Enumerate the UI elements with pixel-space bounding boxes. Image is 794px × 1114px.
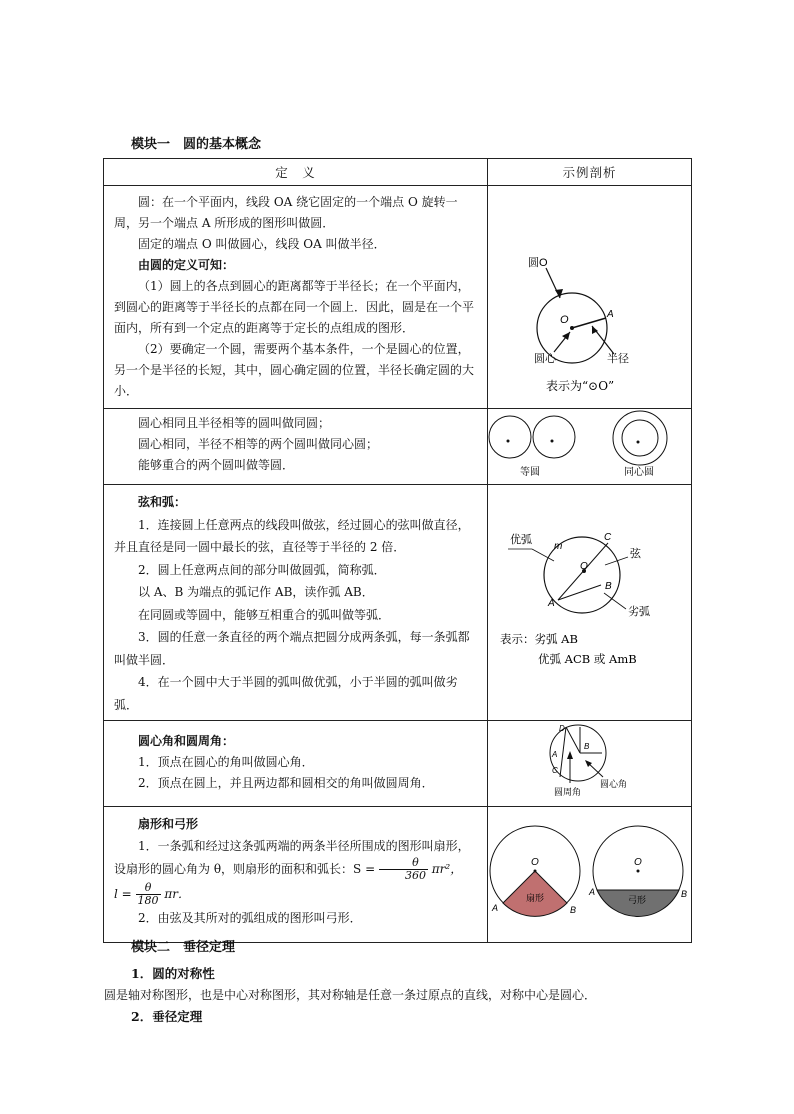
table-row bbox=[104, 186, 692, 409]
inscribed-angle-def: 2．顶点在圆上，并且两边都和圆相交的角叫做圆周角． bbox=[138, 776, 434, 790]
fraction-numerator: θ bbox=[136, 882, 161, 895]
fraction-denominator: 360 bbox=[404, 869, 426, 882]
circle-definition: 圆：在一个平面内，线段 OA 绕它固定的一个端点 O 旋转一周，另一个端点 A 所形成的图形叫做圆． bbox=[114, 195, 458, 230]
label-central-angle: 圆心角 bbox=[600, 779, 628, 789]
sector-segment-diagram bbox=[488, 807, 692, 939]
concept-table bbox=[103, 158, 692, 943]
definition-cell bbox=[104, 409, 488, 485]
label-o-sector: O bbox=[531, 857, 539, 868]
label-major-arc: 优弧 bbox=[510, 534, 532, 546]
label-circle-o: 圆O bbox=[528, 257, 548, 269]
example-cell bbox=[488, 186, 692, 409]
segment-def: 2．由弦及其所对的弧组成的图形叫弓形． bbox=[138, 911, 362, 925]
definition-cell bbox=[104, 807, 488, 943]
arc-length-tail: πr． bbox=[164, 887, 190, 901]
label-a-segment: A bbox=[589, 887, 596, 897]
module1-title: 模块一 圆的基本概念 bbox=[131, 137, 262, 152]
same-circle-def: 圆心相同且半径相等的圆叫做同圆； bbox=[138, 416, 331, 430]
corollary-2: （2）要确定一个圆，需要两个基本条件，一个是圆心的位置，另一个是半径的长短，其中，圆心确定圆的位置，半径长确定圆的大小． bbox=[114, 342, 475, 398]
equal-concentric-diagram bbox=[488, 409, 692, 481]
label-minor-arc: 劣弧 bbox=[628, 606, 650, 618]
angle-heading: 圆心角和圆周角： bbox=[138, 734, 235, 748]
header-example: 示例剖析 bbox=[488, 159, 692, 186]
label-c: C bbox=[552, 766, 558, 775]
sector-def-text: 1．一条弧和经过这条弧两端的两条半径所围成的图形叫扇形，设扇形的圆心角为 θ，则扇形的面积和弧长：S = bbox=[114, 839, 470, 876]
label-a: A bbox=[548, 598, 555, 609]
major-minor-arc-def: 4．在一个圆中大于半圆的弧叫做优弧，小于半圆的弧叫做劣弧． bbox=[114, 675, 458, 712]
perpendicular-diameter-heading: 2．垂径定理 bbox=[131, 1009, 203, 1024]
header-definition: 定 义 bbox=[104, 159, 488, 186]
label-radius: 半径 bbox=[607, 353, 629, 365]
sector-area-fraction bbox=[379, 857, 428, 882]
table-header-row bbox=[104, 159, 692, 186]
arc-length-fraction bbox=[136, 882, 161, 907]
definition-cell bbox=[104, 485, 488, 721]
label-center: 圆心 bbox=[534, 353, 556, 365]
arc-notation: 以 A、B 为端点的弧记作 AB，读作弧 AB． bbox=[138, 585, 374, 599]
central-angle-def: 1．顶点在圆心的角叫做圆心角． bbox=[138, 755, 314, 769]
angle-diagram bbox=[488, 721, 692, 803]
label-a-sector: A bbox=[492, 903, 499, 913]
chord-arc-heading: 弦和弧： bbox=[138, 495, 187, 509]
concentric-def: 圆心相同，半径不相等的两个圆叫做同心圆； bbox=[138, 437, 379, 451]
symmetry-heading: 1．圆的对称性 bbox=[131, 966, 215, 981]
label-b: B bbox=[584, 742, 590, 751]
example-cell bbox=[488, 409, 692, 485]
corollary-heading: 由圆的定义可知： bbox=[138, 258, 235, 272]
label-a: A bbox=[552, 750, 558, 759]
chord-def: 1．连接圆上任意两点的线段叫做弦，经过圆心的弦叫做直径，并且直径是同一圆中最长的弦，直径等于半径的 2 倍． bbox=[114, 517, 470, 554]
circle-diagram bbox=[488, 186, 692, 408]
table-row bbox=[104, 409, 692, 485]
label-c: C bbox=[604, 532, 612, 543]
equal-circle-def: 能够重合的两个圆叫做等圆． bbox=[138, 458, 295, 472]
semicircle-def: 3．圆的任意一条直径的两个端点把圆分成两条弧，每一条弧都叫做半圆． bbox=[114, 630, 470, 667]
notation-caption: 表示为“⊙O” bbox=[546, 379, 615, 393]
center-radius-definition: 固定的端点 O 叫做圆心，线段 OA 叫做半径． bbox=[138, 237, 386, 251]
label-b: B bbox=[605, 581, 612, 592]
label-equal-circles: 等圆 bbox=[520, 467, 540, 478]
table-row bbox=[104, 485, 692, 721]
label-d: D bbox=[559, 724, 565, 733]
label-a: A bbox=[607, 309, 614, 320]
symmetry-text: 圆是轴对称图形，也是中心对称图形，其对称轴是任意一条过原点的直线，对称中心是圆心． bbox=[104, 988, 597, 1002]
arc-def: 2．圆上任意两点间的部分叫做圆弧，简称弧． bbox=[138, 562, 386, 577]
label-sector: 扇形 bbox=[526, 893, 545, 903]
label-b-sector: B bbox=[570, 905, 577, 915]
definition-cell bbox=[104, 186, 488, 409]
label-m: m bbox=[554, 541, 563, 552]
table-row bbox=[104, 807, 692, 943]
example-cell bbox=[488, 807, 692, 943]
label-inscribed-angle: 圆周角 bbox=[554, 787, 582, 797]
module2-title: 模块二 垂径定理 bbox=[131, 940, 236, 955]
sector-def bbox=[114, 835, 479, 882]
chord-arc-diagram bbox=[488, 485, 692, 709]
label-o: O bbox=[580, 561, 588, 572]
arc-length-lhs: l = bbox=[114, 887, 132, 901]
label-concentric-circles: 同心圆 bbox=[624, 467, 654, 478]
example-cell bbox=[488, 721, 692, 807]
fraction-denominator: 180 bbox=[137, 894, 159, 907]
table-row bbox=[104, 721, 692, 807]
sector-area-tail: πr²， bbox=[431, 862, 463, 876]
equal-arc-def: 在同圆或等圆中，能够互相重合的弧叫做等弧． bbox=[138, 607, 391, 622]
arc-length-formula bbox=[114, 882, 479, 907]
arc-notation-caption-2: 优弧 ACB 或 AmB bbox=[538, 652, 637, 666]
label-b-segment: B bbox=[681, 889, 688, 899]
definition-cell bbox=[104, 721, 488, 807]
label-segment: 弓形 bbox=[628, 895, 647, 905]
corollary-1: （1）圆上的各点到圆心的距离都等于半径长；在一个平面内，到圆心的距离等于半径长的点都在同一个圆上．因此，圆是在一个平面内，所有到一个定点的距离等于定长的点组成的图形． bbox=[114, 279, 475, 335]
sector-heading: 扇形和弓形 bbox=[138, 817, 199, 831]
label-o-segment: O bbox=[634, 857, 642, 868]
fraction-numerator: θ bbox=[379, 857, 428, 870]
label-o: O bbox=[560, 314, 569, 326]
arc-notation-caption-1: 表示：劣弧 AB bbox=[500, 632, 578, 646]
example-cell bbox=[488, 485, 692, 721]
label-chord: 弦 bbox=[630, 548, 641, 560]
